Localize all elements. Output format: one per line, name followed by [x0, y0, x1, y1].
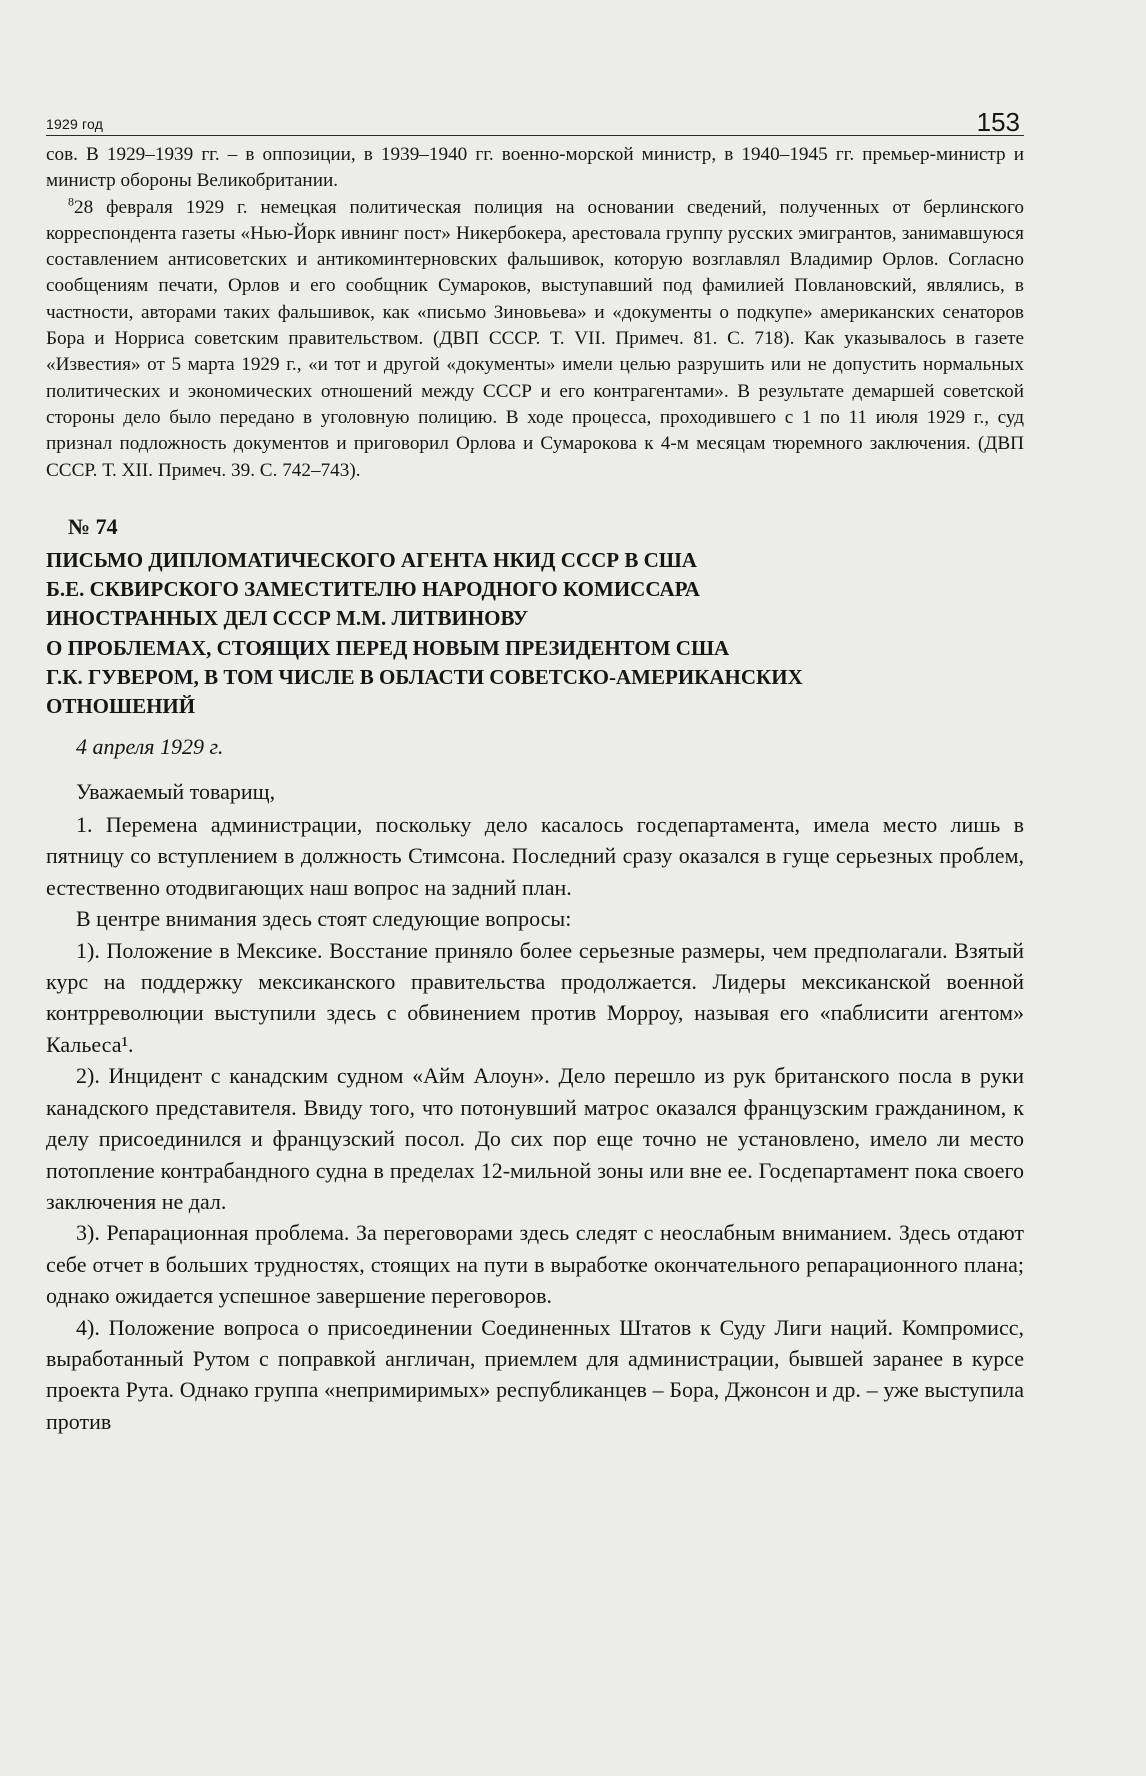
- footnote-8: [46, 195, 1024, 484]
- document-title: [46, 546, 1024, 722]
- title-line: О ПРОБЛЕМАХ, СТОЯЩИХ ПЕРЕД НОВЫМ ПРЕЗИДЕНТОМ США: [46, 635, 730, 660]
- document-number: № 74: [68, 513, 118, 539]
- footnote-marker: 8: [68, 194, 74, 209]
- endnotes-section: [46, 142, 1024, 484]
- document-date: 4 апреля 1929 г.: [76, 733, 224, 759]
- paragraph: 1). Положение в Мексике. Восстание приняло более серьезные размеры, чем предполагали. Взятый курс на поддержку мексиканского правительства продолжается. Лидеры мексиканской военной контрреволюции выступили здесь с обвинением против Морроу, называя его «паблисити агентом» Кальеса¹.: [46, 937, 1024, 1057]
- letter-body: [46, 776, 1024, 1438]
- title-line: ИНОСТРАННЫХ ДЕЛ СССР М.М. ЛИТВИНОВУ: [46, 606, 529, 631]
- paragraph: 3). Репарационная проблема. За переговорами здесь следят с неослабным вниманием. Здесь отдают себе отчет в больших трудностях, стоящих на пути в выработке окончательного репарационного плана; однако ожидается успешное завершение переговоров.: [46, 1220, 1024, 1309]
- note-continuation: сов. В 1929–1939 гг. – в оппозиции, в 1939–1940 гг. военно-морской министр, в 1940–1945 гг. премьер-министр и министр обороны Великобритании.: [46, 144, 1024, 192]
- title-line: Г.К. ГУВЕРОМ, В ТОМ ЧИСЛЕ В ОБЛАСТИ СОВЕТСКО-АМЕРИКАНСКИХ: [46, 665, 803, 690]
- paragraph: 1. Перемена администрации, поскольку дело касалось госдепартамента, имела место лишь в пятницу со вступлением в должность Стимсона. Последний сразу оказался в гуще серьезных проблем, естественно отодвигающих наш вопрос на задний план.: [46, 812, 1024, 900]
- footnote-text: 28 февраля 1929 г. немецкая политическая полиция на основании сведений, полученных от берлинского корреспондента газеты «Нью-Йорк ивнинг пост» Никербокера, арестовала группу русских эмигрантов, занимавшуюся составлением антисоветских и антикоминтерновских фальшивок, которую возглавлял Владимир Орлов. Согласно сообщениям печати, Орлов и его сообщник Сумароков, выступавший под фамилией Повлановский, являлись, в частности, авторами таких фальшивок, как «письмо Зиновьева» и «документы о подкупе» американских сенаторов Бора и Норриса советским правительством. (ДВП СССР. Т. VII. Примеч. 81. С. 718). Как указывалось в газете «Известия» от 5 марта 1929 г., «и тот и другой «документы» имели целью разрушить или не допустить нормальных политических и экономических отношений между СССР и его контрагентами». В результате демаршей советской стороны дело было передано в уголовную полицию. В ходе процесса, проходившего с 1 по 11 июля 1929 г., суд признал подложность документов и приговорил Орлова и Сумарокова к 4-м месяцам тюремного заключения. (ДВП СССР. Т. XII. Примеч. 39. С. 742–743).: [46, 196, 1024, 481]
- running-head-year: 1929 год: [46, 116, 104, 132]
- running-head: [46, 95, 1024, 136]
- title-line: ПИСЬМО ДИПЛОМАТИЧЕСКОГО АГЕНТА НКИД СССР В США: [46, 547, 697, 572]
- title-line: ОТНОШЕНИЙ: [46, 694, 196, 719]
- paragraph: 2). Инцидент с канадским судном «Айм Алоун». Дело перешло из рук британского посла в руки канадского представителя. Ввиду того, что потонувший матрос оказался французским гражданином, к делу присоединился и французский посол. До сих пор еще точно не установлено, имело ли место потопление контрабандного судна в пределах 12-мильной зоны или вне ее. Госдепартамент пока своего заключения не дал.: [46, 1063, 1024, 1214]
- book-page: [46, 95, 1024, 1755]
- page-number: 153: [976, 107, 1020, 137]
- title-line: Б.Е. СКВИРСКОГО ЗАМЕСТИТЕЛЮ НАРОДНОГО КОМИССАРА: [46, 577, 700, 602]
- paragraph: 4). Положение вопроса о присоединении Соединенных Штатов к Суду Лиги наций. Компромисс, выработанный Рутом с поправкой англичан, приемлем для администрации, бывшей заранее в курсе проекта Рута. Однако группа «непримиримых» республиканцев – Бора, Джонсон и др. – уже выступила против: [46, 1314, 1024, 1434]
- paragraph: В центре внимания здесь стоят следующие вопросы:: [76, 906, 572, 932]
- salutation: Уважаемый товарищ,: [76, 778, 276, 804]
